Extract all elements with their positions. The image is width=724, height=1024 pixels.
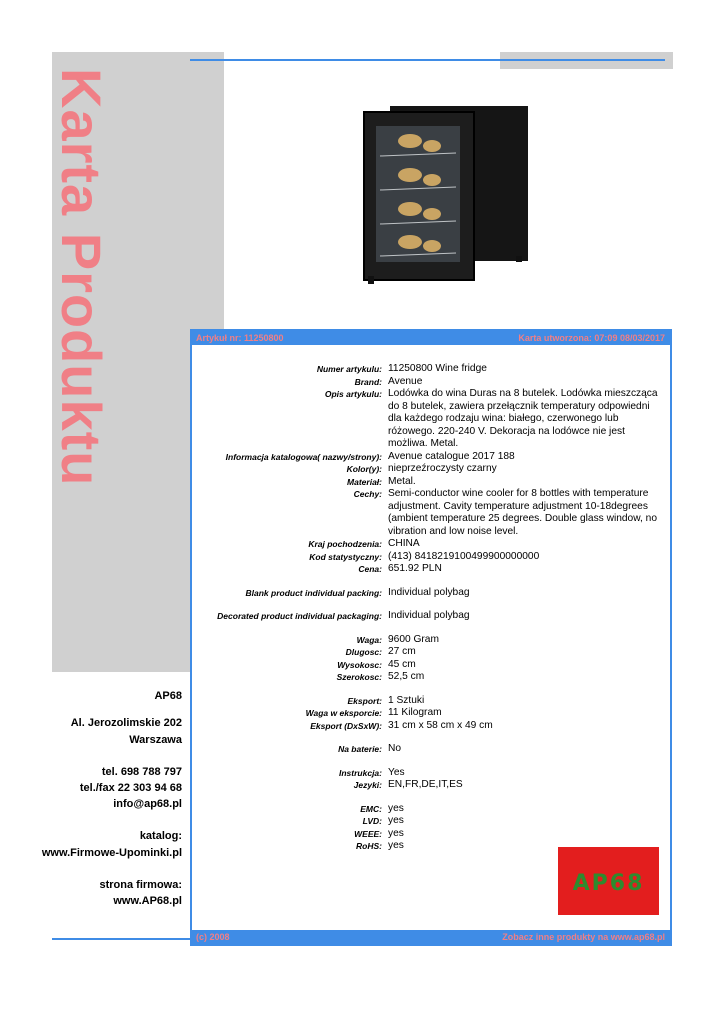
spec-gap [192, 599, 670, 610]
spec-label: Cechy: [353, 489, 382, 499]
spec-row [192, 695, 670, 708]
spec-row [192, 659, 670, 672]
spec-value: yes [388, 827, 404, 839]
spec-value: yes [388, 840, 404, 851]
spec-row [192, 743, 670, 756]
spec-row [192, 551, 670, 564]
site-link[interactable]: www.AP68.pl [113, 895, 182, 907]
spec-value: (413) 8418219100499900000000 [388, 550, 540, 562]
spec-row [192, 610, 670, 623]
spec-row [192, 476, 670, 489]
spec-label: Szerokosc: [336, 672, 382, 682]
spec-value: Individual polybag [388, 586, 470, 598]
spec-value: Avenue [388, 375, 423, 387]
spec-row [192, 828, 670, 841]
spec-label: Waga w eksporcie: [305, 708, 382, 718]
spec-row [192, 388, 670, 451]
article-number-label: Artykuł nr: 11250800 [196, 333, 284, 343]
panel-footer-bar [192, 930, 670, 944]
spec-row [192, 646, 670, 659]
spec-row [192, 488, 670, 538]
sidebar-title-text: Karta Produktu [50, 68, 113, 487]
spec-value: 11250800 Wine fridge [388, 363, 487, 374]
company-street: Al. Jerozolimskie 202 [70, 717, 182, 729]
spec-label: Kolor(y): [346, 464, 382, 474]
spec-label: Eksport (DxSxW): [310, 720, 382, 731]
company-email[interactable]: info@ap68.pl [113, 798, 182, 810]
company-city: Warszawa [129, 734, 182, 746]
spec-label: Kraj pochodzenia: [308, 539, 382, 549]
spec-label: Decorated product individual packaging: [217, 611, 382, 621]
spec-label: Eksport: [347, 695, 382, 706]
spec-row [192, 720, 670, 733]
spec-label: Dlugosc: [345, 647, 382, 657]
spec-gap [192, 684, 670, 695]
sidebar-title [50, 68, 122, 518]
more-products-link[interactable]: Zobacz inne produkty na www.ap68.pl [502, 932, 665, 942]
company-fax: tel./fax 22 303 94 68 [79, 782, 182, 794]
spec-row [192, 451, 670, 464]
spec-value: 9600 Gram [388, 633, 439, 645]
spec-row [192, 707, 670, 720]
spec-value: 27 cm [388, 646, 416, 657]
spec-value: 52,5 cm [388, 671, 425, 682]
copyright-text: (c) 2008 [196, 932, 230, 942]
spec-value: CHINA [388, 538, 420, 549]
spec-row [192, 538, 670, 551]
logo-text: AP68 [572, 871, 645, 896]
spec-row [192, 376, 670, 389]
catalog-label: katalog: [139, 830, 182, 842]
spec-label: Blank product individual packing: [245, 587, 382, 598]
spec-value: EN,FR,DE,IT,ES [388, 779, 463, 790]
spec-value: Lodówka do wina Duras na 8 butelek. Lodówka mieszcząca do 8 butelek, zawiera przełącznik temperatury odpowiedni dla każdego rodzaju wina: białego, czerwonego lub różowego. 220-240 V. Dekoracja na lodówce nie jest możliwa. Metal. [388, 388, 658, 449]
spec-label: Instrukcja: [339, 767, 382, 778]
spec-value: Yes [388, 766, 405, 778]
product-image [360, 98, 530, 288]
company-name: AP68 [154, 690, 182, 702]
created-date-label: Karta utworzona: 07:09 08/03/2017 [518, 333, 665, 343]
spec-label: RoHS: [356, 841, 382, 851]
spec-label: LVD: [362, 816, 382, 826]
spec-value: No [388, 743, 402, 754]
spec-label: Numer artykulu: [316, 364, 382, 374]
spec-row [192, 587, 670, 600]
spec-label: Waga: [356, 634, 382, 645]
spec-value: Individual polybag [388, 610, 470, 621]
spec-label: Informacja katalogowa( nazwy/strony): [225, 451, 382, 462]
spec-value: 11 Kilogram [388, 707, 442, 718]
spec-row [192, 563, 670, 576]
spec-row [192, 634, 670, 647]
spec-value: yes [388, 802, 404, 814]
spec-value: 651.92 PLN [388, 563, 442, 574]
catalog-link[interactable]: www.Firmowe-Upominki.pl [41, 847, 182, 859]
panel-header-bar [192, 331, 670, 345]
spec-value: nieprzeźroczysty czarny [388, 463, 497, 474]
spec-label: WEEE: [354, 828, 382, 839]
spec-gap [192, 792, 670, 803]
spec-gap [192, 756, 670, 767]
spec-label: Jezyki: [353, 780, 382, 790]
spec-gap [192, 623, 670, 634]
spec-value: 31 cm x 58 cm x 49 cm [388, 719, 493, 731]
spec-row [192, 463, 670, 476]
spec-row [192, 779, 670, 792]
spec-value: Avenue catalogue 2017 188 [388, 450, 515, 462]
spec-gap [192, 732, 670, 743]
company-logo [558, 847, 659, 915]
spec-label: Opis artykulu: [324, 389, 382, 399]
top-divider [190, 59, 665, 61]
spec-label: Cena: [358, 564, 382, 574]
spec-row [192, 767, 670, 780]
spec-label: Wysokosc: [337, 659, 382, 670]
spec-label: Na baterie: [338, 744, 382, 754]
spec-value: yes [388, 815, 404, 826]
spec-value: Semi-conductor wine cooler for 8 bottles with temperature adjustment. Cavity temperature adjustment 10-18degrees (ambient temperature 25 degrees. Double glass window, no vibration and low noise level. [388, 488, 657, 537]
spec-label: Materiał: [347, 476, 382, 487]
spec-gap [192, 576, 670, 587]
spec-label: Kod statystyczny: [309, 551, 382, 562]
spec-row [192, 815, 670, 828]
spec-row [192, 363, 670, 376]
spec-row [192, 803, 670, 816]
bottom-divider [52, 938, 192, 940]
site-label: strona firmowa: [99, 879, 182, 891]
spec-value: 1 Sztuki [388, 694, 425, 706]
company-phone: tel. 698 788 797 [101, 766, 182, 778]
spec-list [192, 363, 670, 853]
spec-label: EMC: [360, 803, 382, 814]
spec-value: Metal. [388, 475, 416, 487]
spec-row [192, 671, 670, 684]
spec-value: 45 cm [388, 658, 416, 670]
spec-label: Brand: [354, 376, 382, 387]
